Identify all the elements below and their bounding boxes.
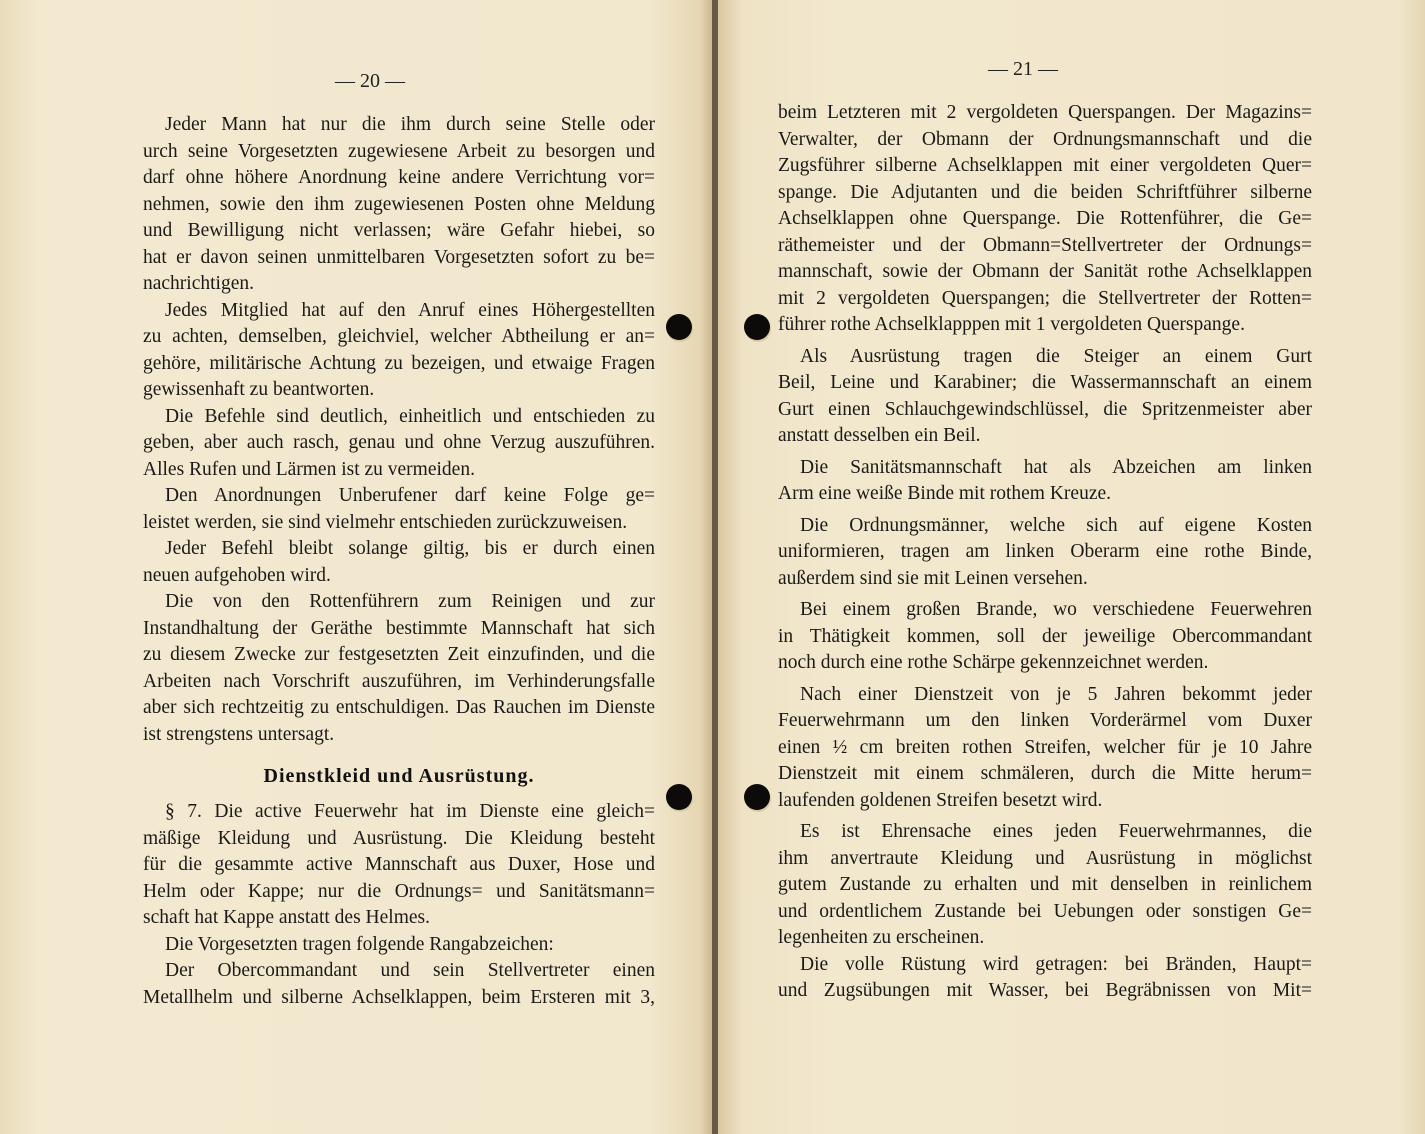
text-line: einen ½ cm breiten rothen Streifen, welcher für je 10 Jahre — [778, 736, 1312, 758]
text-line: Alles Rufen und Lärmen ist zu vermeiden. — [143, 458, 475, 480]
text-line: und Zugsübungen mit Wasser, bei Begräbnissen von Mit= — [778, 980, 1312, 1001]
text-line: Helm oder Kappe; nur die Ordnungs= und Sanitätsmann= — [143, 880, 655, 902]
text-line: Die von den Rottenführern zum Reinigen und zur — [165, 591, 655, 612]
text-line: räthemeister und der Obmann=Stellvertreter der Ordnungs= — [778, 234, 1312, 256]
text-line: Die volle Rüstung wird getragen: bei Bränden, Haupt= — [800, 953, 1312, 975]
text-line: mit 2 vergoldeten Querspangen; die Stellvertreter der Rotten= — [778, 287, 1312, 309]
text-line: gehöre, militärische Achtung zu bezeigen, und etwaige Fragen — [143, 352, 655, 374]
text-line: Es ist Ehrensache eines jeden Feuerwehrmannes, die — [800, 821, 1312, 842]
text-line: und Bewilligung nicht verlassen; wäre Gefahr hiebei, so — [143, 220, 655, 241]
text-line: Jeder Befehl bleibt solange giltig, bis er durch einen — [165, 538, 655, 559]
text-line: Bei einem großen Brande, wo verschiedene Feuerwehren — [800, 599, 1312, 620]
section-heading: Dienstkleid und Ausrüstung. — [263, 765, 535, 787]
page-number: — 20 — — [335, 70, 405, 92]
text-line: mannschaft, sowie der Obmann der Sanität rothe Achselklappen — [778, 261, 1312, 282]
text-line: Feuerwehrmann um den linken Vorderärmel vom Duxer — [778, 710, 1312, 731]
punch-hole — [666, 314, 692, 340]
text-line: zu diesem Zwecke zur festgesetzten Zeit einzufinden, und die — [143, 644, 655, 665]
right-page — [718, 0, 1425, 1134]
text-line: aber sich rechtzeitig zu entschuldigen. Das Rauchen im Dienste — [143, 697, 655, 718]
text-line: Beil, Leine und Karabiner; die Wassermannschaft an einem — [778, 372, 1312, 393]
punch-hole — [666, 784, 692, 810]
text-line: schaft hat Kappe anstatt des Helmes. — [143, 907, 430, 928]
text-line: Nach einer Dienstzeit von je 5 Jahren bekommt jeder — [800, 683, 1312, 705]
text-line: urch seine Vorgesetzten zugewiesene Arbeit zu besorgen und — [143, 140, 655, 162]
text-line: darf ohne höhere Anordnung keine andere Verrichtung vor= — [143, 167, 655, 188]
text-line: ist strengstens untersagt. — [143, 723, 335, 745]
text-line: Jeder Mann hat nur die ihm durch seine Stelle oder — [165, 114, 655, 135]
text-line: Die Befehle sind deutlich, einheitlich und entschieden zu — [165, 405, 655, 427]
text-line: legenheiten zu erscheinen. — [778, 927, 985, 948]
text-line: uniformieren, tragen am linken Oberarm eine rothe Binde, — [778, 541, 1312, 562]
punch-hole — [744, 784, 770, 810]
text-line: ihm anvertraute Kleidung und Ausrüstung in möglichst — [778, 847, 1312, 869]
text-line: Den Anordnungen Unberufener darf keine Folge ge= — [165, 485, 655, 506]
text-line: geben, aber auch rasch, genau und ohne Verzug auszuführen. — [143, 432, 655, 453]
text-line: Der Obercommandant und sein Stellvertreter einen — [165, 960, 655, 981]
text-line: Die Ordnungsmänner, welche sich auf eigene Kosten — [800, 514, 1312, 536]
text-line: Dienstzeit mit einem schmäleren, durch die Mitte herum= — [778, 763, 1312, 784]
page-number: — 21 — — [988, 58, 1058, 80]
text-line: § 7. Die active Feuerwehr hat im Dienste eine gleich= — [165, 801, 655, 822]
text-line: Verwalter, der Obmann der Ordnungsmannschaft und die — [778, 128, 1312, 150]
text-line: nehmen, sowie den ihm zugewiesenen Posten ohne Meldung — [143, 193, 655, 215]
text-line: anstatt desselben ein Beil. — [778, 425, 981, 446]
text-line: hat er davon seinen unmittelbaren Vorgesetzten sofort zu be= — [143, 246, 655, 268]
text-line: für die gesammte active Mannschaft aus Duxer, Hose und — [143, 854, 655, 875]
text-line: Arm eine weiße Binde mit rothem Kreuze. — [778, 483, 1112, 504]
text-line: Jedes Mitglied hat auf den Anruf eines Höhergestellten — [165, 299, 655, 321]
text-line: Die Vorgesetzten tragen folgende Rangabzeichen: — [165, 933, 554, 955]
text-block — [143, 799, 655, 1011]
text-line: außerdem sind sie mit Leinen versehen. — [778, 567, 1088, 589]
text-line: Achselklappen ohne Querspange. Die Rottenführer, die Ge= — [778, 208, 1312, 229]
text-line: Als Ausrüstung tragen die Steiger an einem Gurt — [800, 345, 1312, 367]
text-line: spange. Die Adjutanten und die beiden Schriftführer silberne — [778, 181, 1312, 203]
punch-hole — [744, 314, 770, 340]
text-line: zu achten, demselben, gleichviel, welcher Abtheilung er an= — [143, 326, 655, 347]
text-line: führer rothe Achselklapppen mit 1 vergoldeten Querspange. — [778, 314, 1245, 335]
text-block — [778, 100, 1312, 1005]
text-line: nachrichtigen. — [143, 273, 254, 294]
text-line: und ordentlichem Zustande bei Uebungen oder sonstigen Ge= — [778, 900, 1312, 922]
text-line: Metallhelm und silberne Achselklappen, beim Ersteren mit 3, — [143, 986, 655, 1008]
text-line: noch durch eine rothe Schärpe gekennzeichnet werden. — [778, 652, 1209, 673]
text-line: in Thätigkeit kommen, soll der jeweilige Obercommandant — [778, 625, 1312, 647]
text-line: laufenden goldenen Streifen besetzt wird. — [778, 789, 1103, 811]
text-line: Zugsführer silberne Achselklappen mit einer vergoldeten Quer= — [778, 155, 1312, 176]
text-line: beim Letzteren mit 2 vergoldeten Querspangen. Der Magazins= — [778, 102, 1312, 123]
text-block — [143, 112, 655, 748]
text-line: Instandhaltung der Geräthe bestimmte Mannschaft hat sich — [143, 617, 655, 639]
left-page — [0, 0, 712, 1134]
text-line: Arbeiten nach Vorschrift auszuführen, im Verhinderungsfalle — [143, 670, 655, 692]
text-line: Gurt einen Schlauchgewindschlüssel, die Spritzenmeister aber — [778, 398, 1312, 420]
text-line: gutem Zustande zu erhalten und mit denselben in reinlichem — [778, 874, 1312, 895]
text-line: leistet werden, sie sind vielmehr entschieden zurückzuweisen. — [143, 511, 628, 533]
text-line: mäßige Kleidung und Ausrüstung. Die Kleidung besteht — [143, 827, 655, 849]
text-line: gewissenhaft zu beantworten. — [143, 379, 375, 400]
text-line: Die Sanitätsmannschaft hat als Abzeichen am linken — [800, 456, 1312, 478]
text-line: neuen aufgehoben wird. — [143, 564, 331, 586]
